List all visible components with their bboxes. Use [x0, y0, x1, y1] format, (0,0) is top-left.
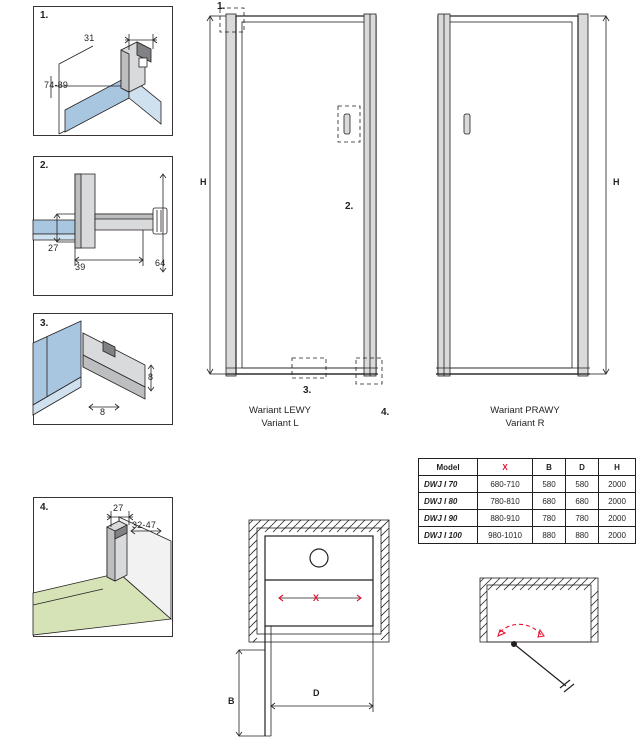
detail-4-panel	[33, 497, 173, 637]
callout-left-4: 4.	[381, 407, 390, 418]
spec-table-element	[418, 458, 636, 544]
detail-3-number: 3.	[40, 318, 49, 329]
detail-2-dim-27: 27	[48, 243, 59, 253]
cell-x: 980-1010	[478, 527, 533, 544]
detail-2-number: 2.	[40, 160, 49, 171]
cell-h: 2000	[599, 493, 636, 510]
cell-x: 680-710	[478, 476, 533, 493]
plan-d-label: D	[313, 688, 320, 698]
detail-1-number: 1.	[40, 10, 49, 21]
detail-3-dim-8b: 8	[100, 407, 106, 417]
detail-4-number: 4.	[40, 502, 49, 513]
detail-2-dim-64: 64	[155, 258, 166, 268]
detail-1-dim-74-89: 74-89	[44, 80, 69, 90]
table-header-row	[419, 459, 636, 476]
detail-2-panel	[33, 156, 173, 296]
table-row	[419, 510, 636, 527]
callout-left-3: 3.	[303, 385, 312, 396]
swing-diagram	[470, 570, 620, 710]
spec-table	[418, 458, 636, 544]
cell-model: DWJ I 90	[419, 510, 478, 527]
th-h: H	[599, 459, 636, 476]
cell-d: 580	[566, 476, 599, 493]
th-model: Model	[419, 459, 478, 476]
detail-2-dim-39: 39	[75, 262, 86, 272]
cell-d: 780	[566, 510, 599, 527]
detail-1-panel	[33, 6, 173, 136]
callout-left-2: 2.	[345, 201, 354, 212]
table-row	[419, 493, 636, 510]
cell-b: 580	[533, 476, 566, 493]
table-row	[419, 527, 636, 544]
right-height-label: H	[613, 177, 620, 187]
plan-x-label: X	[313, 593, 320, 603]
table-row	[419, 476, 636, 493]
right-variant-caption-pl: Wariant PRAWY	[490, 405, 560, 416]
plan-b-label: B	[228, 696, 235, 706]
cell-h: 2000	[599, 527, 636, 544]
variant-right-elevation	[418, 6, 628, 406]
detail-4-dim-32-47: 32-47	[132, 520, 157, 530]
cell-h: 2000	[599, 510, 636, 527]
callout-left-1: 1.	[217, 1, 226, 12]
cell-model: DWJ I 80	[419, 493, 478, 510]
plan-view	[215, 510, 415, 746]
th-d: D	[566, 459, 599, 476]
left-variant-caption-en: Variant L	[261, 418, 299, 429]
detail-3-dim-8a: 8	[148, 372, 154, 382]
right-variant-caption-en: Variant R	[505, 418, 545, 429]
cell-b: 780	[533, 510, 566, 527]
cell-x: 880-910	[478, 510, 533, 527]
cell-h: 2000	[599, 476, 636, 493]
left-height-label: H	[200, 177, 207, 187]
cell-b: 680	[533, 493, 566, 510]
cell-model: DWJ I 100	[419, 527, 478, 544]
cell-b: 880	[533, 527, 566, 544]
left-variant-caption-pl: Wariant LEWY	[249, 405, 311, 416]
cell-model: DWJ I 70	[419, 476, 478, 493]
variant-left-elevation	[196, 6, 406, 406]
th-b: B	[533, 459, 566, 476]
detail-4-dim-27: 27	[113, 503, 124, 513]
cell-d: 680	[566, 493, 599, 510]
th-x: X	[478, 459, 533, 476]
cell-x: 780-810	[478, 493, 533, 510]
cell-d: 880	[566, 527, 599, 544]
detail-1-dim-31: 31	[84, 33, 95, 43]
